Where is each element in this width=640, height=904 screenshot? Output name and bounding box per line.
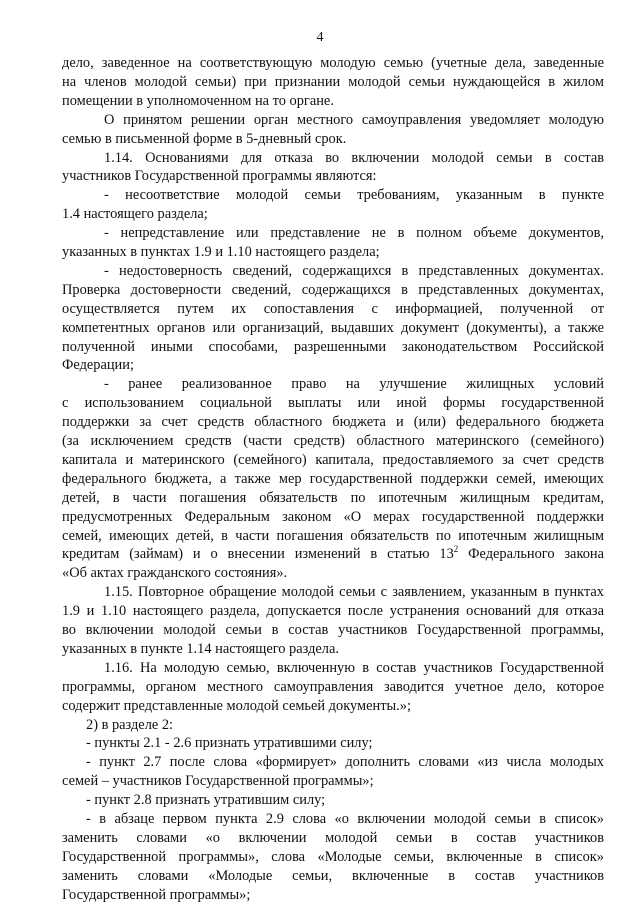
text-line: компетентных органов или организаций, выдавших документ (документы), а также — [62, 319, 604, 336]
text-line: 2) в разделе 2: — [86, 716, 174, 733]
text-line: содержит представленные молодой семьей документы.»; — [62, 697, 411, 714]
text-line: кредитам (займам) и о внесении изменений в статью $13^2$ Федерального закона — [62, 544, 604, 563]
text-line: капитала и материнского (семейного) капитала, предоставляемого за счет средств — [62, 451, 604, 468]
text-line: - пункты 2.1 - 2.6 признать утратившими силу; — [86, 735, 373, 752]
text-line: - пункт 2.8 признать утратившим силу; — [86, 792, 326, 809]
text-line: федерального бюджета, а также мер государственной поддержки семей, имеющих — [62, 470, 604, 487]
text-line: заменить словами «о включении молодой семьи в состав участников — [62, 829, 604, 846]
text-line: (за исключением средств (части средств) областного материнского (семейного) — [62, 433, 604, 449]
text-line: Проверка достоверности сведений, содержащихся в представленных документах, — [62, 281, 604, 298]
text-line: 1.14. Основаниями для отказа во включении молодой семьи в состав — [104, 149, 604, 166]
text-line: - несоответствие молодой семьи требованиям, указанным в пункте — [104, 187, 604, 204]
text-line: программы, органом местного самоуправления заводится учетное дело, которое — [62, 678, 604, 695]
text-line: с использованием социальной выплаты или иной формы государственной — [62, 395, 604, 412]
text-line: семью в письменной форме в 5-дневный срок. — [62, 130, 347, 147]
text-line: заменить словами «Молодые семьи, включенные в состав участников — [62, 867, 604, 884]
text-line: во включении молодой семьи в состав участников Государственной программы, — [62, 622, 604, 638]
text-line: на членов молодой семьи) при признании молодой семьи нуждающейся в жилом — [62, 73, 604, 90]
superscript: 2 — [453, 544, 459, 555]
text-line: - пункт 2.7 после слова «формирует» дополнить словами «из числа молодых — [86, 754, 604, 771]
text-line: осуществляется путем их сопоставления с информацией, полученной от — [62, 300, 604, 317]
text-line: - непредставление или представление не в полном объеме документов, — [104, 225, 604, 242]
text-line: помещении в уполномоченном на то органе. — [62, 92, 334, 109]
text-line: полученной иными способами, разрешенными законодательством Российской — [62, 338, 604, 355]
text-line: 1.9 и 1.10 настоящего раздела, допускается после устранения оснований для отказа — [62, 603, 604, 620]
text-line: - в абзаце первом пункта 2.9 слова «о включении молодой семьи в список» — [86, 811, 604, 827]
text-line: указанных в пунктах 1.9 и 1.10 настоящего раздела; — [62, 244, 380, 260]
text-line: семей – участников Государственной программы»; — [62, 773, 374, 790]
text-line: участников Государственной программы являются: — [62, 168, 377, 185]
text-line: 1.16. На молодую семью, включенную в состав участников Государственной — [104, 659, 604, 676]
text-line: поддержки за счет средств областного бюджета и (или) федерального бюджета — [62, 414, 604, 431]
text-line: - недостоверность сведений, содержащихся в представленных документах. — [104, 262, 604, 279]
text-line: - ранее реализованное право на улучшение жилищных условий — [104, 376, 604, 393]
text-line: предусмотренных Федеральным законом «О мерах государственной поддержки — [62, 508, 604, 525]
text-line: детей, в части погашения обязательств по ипотечным жилищным кредитам, — [62, 489, 604, 506]
text-line: 1.4 настоящего раздела; — [62, 206, 208, 223]
text-line: О принятом решении орган местного самоуправления уведомляет молодую — [104, 111, 604, 128]
text-line: семей, имеющих детей, в части погашения обязательств по ипотечным жилищным — [62, 527, 604, 544]
text-line: Федерации; — [62, 357, 134, 374]
page-number: 4 — [316, 30, 324, 45]
text-line: «Об актах гражданского состояния». — [62, 565, 288, 582]
text-line: Государственной программы», слова «Молодые семьи, включенные в список» — [62, 848, 604, 865]
text-line: дело, заведенное на соответствующую молодую семью (учетные дела, заведенные — [62, 55, 604, 71]
text-line: указанных в пункте 1.14 настоящего раздела. — [62, 640, 339, 657]
text-line: Государственной программы»; — [62, 886, 251, 903]
text-line: 1.15. Повторное обращение молодой семьи с заявлением, указанным в пунктах — [104, 584, 604, 601]
